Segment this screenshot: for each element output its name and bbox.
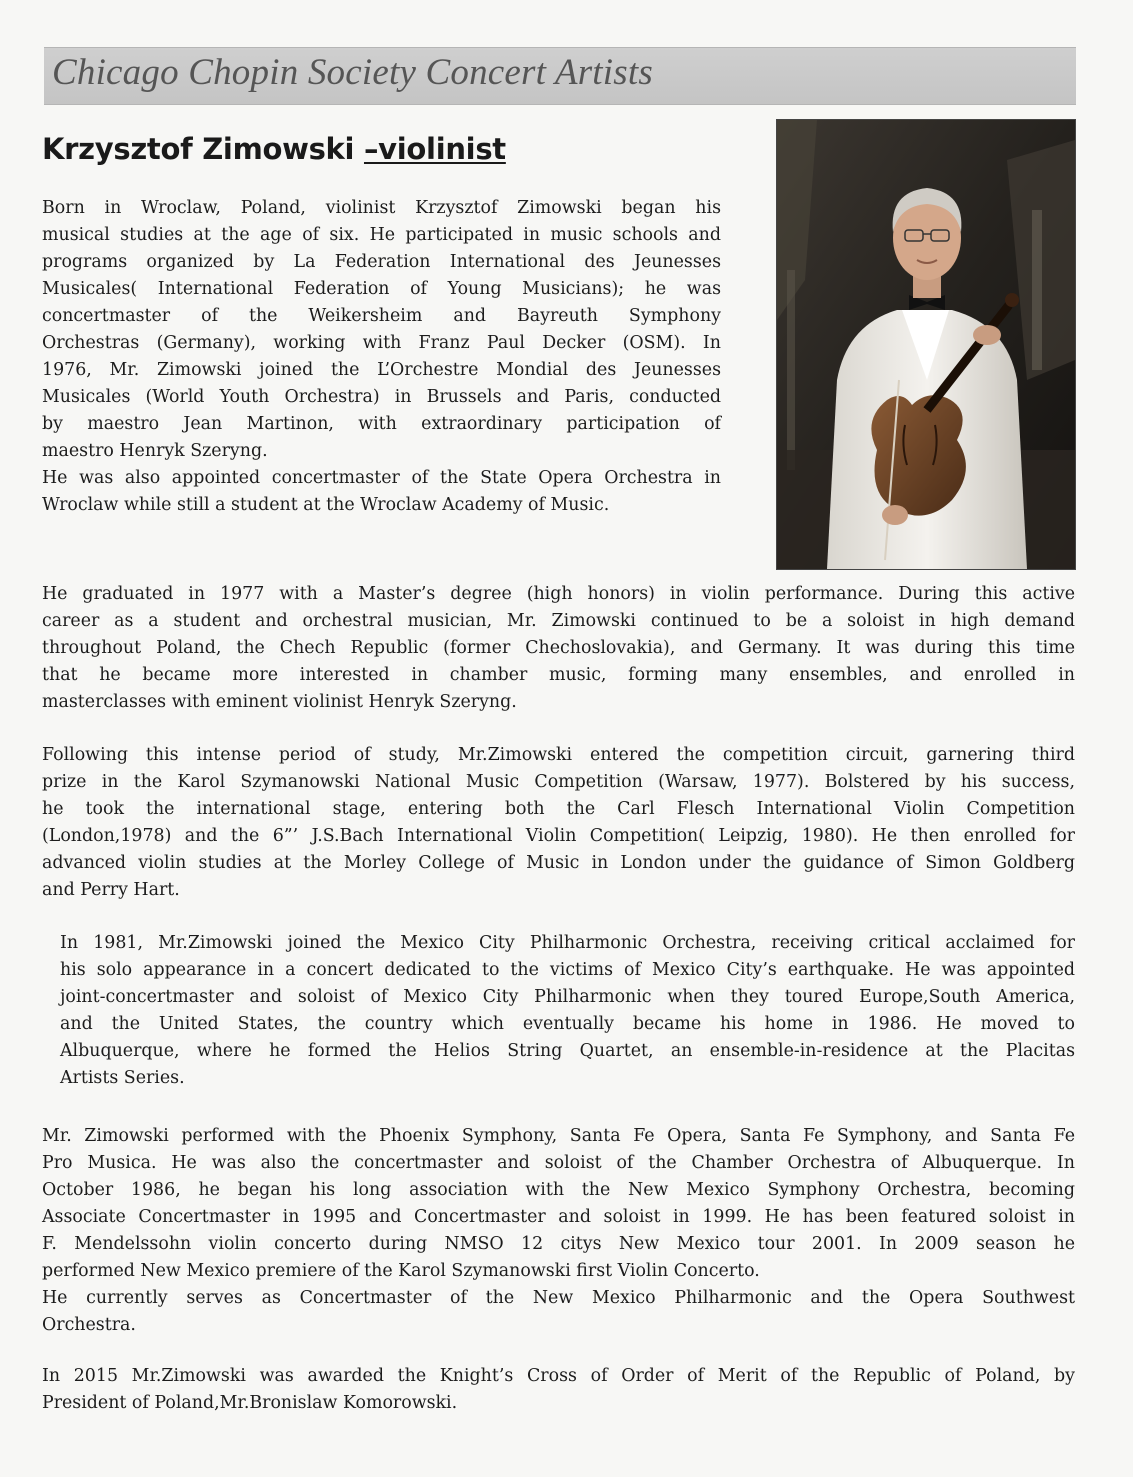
text-line: career as a student and orchestral musician, Mr. Zimowski continued to be a soloist in high demand bbox=[42, 611, 1075, 631]
text-line: advanced violin studies at the Morley College of Music in London under the guidance of Simon Goldberg bbox=[42, 853, 1075, 873]
text-line: President of Poland,Mr.Bronislaw Komorowski. bbox=[42, 1393, 458, 1413]
text-line: concertmaster of the Weikersheim and Bayreuth Symphony bbox=[42, 306, 721, 326]
text-line: and the United States, the country which eventually became his home in 1986. He moved to bbox=[60, 1014, 1075, 1034]
text-line: Albuquerque, where he formed the Helios String Quartet, an ensemble-in-residence at the Placitas bbox=[60, 1041, 1075, 1061]
text-line: He graduated in 1977 with a Master’s degree (high honors) in violin performance. During this active bbox=[42, 584, 1075, 604]
text-line: Musicales (World Youth Orchestra) in Brussels and Paris, conducted bbox=[42, 387, 721, 407]
text-line: masterclasses with eminent violinist Henryk Szeryng. bbox=[42, 692, 517, 712]
banner-title: Chicago Chopin Society Concert Artists bbox=[52, 52, 653, 93]
text-line: maestro Henryk Szeryng. bbox=[42, 441, 268, 461]
text-line: In 2015 Mr.Zimowski was awarded the Knight’s Cross of Order of Merit of the Republic of Poland, by bbox=[42, 1366, 1075, 1386]
artist-photo bbox=[776, 119, 1076, 570]
text-line: He was also appointed concertmaster of the State Opera Orchestra in bbox=[42, 468, 721, 488]
biography-paragraph-6 bbox=[42, 1363, 1075, 1417]
biography-paragraph-2 bbox=[42, 581, 1075, 716]
text-line: Mr. Zimowski performed with the Phoenix Symphony, Santa Fe Opera, Santa Fe Symphony, and Santa Fe bbox=[42, 1126, 1075, 1146]
biography-paragraph-1 bbox=[42, 195, 721, 519]
text-line: Associate Concertmaster in 1995 and Concertmaster and soloist in 1999. He has been featured soloist in bbox=[42, 1207, 1075, 1227]
header-banner bbox=[44, 47, 1076, 105]
text-line: programs organized by La Federation International des Jeunesses bbox=[42, 252, 721, 272]
text-line: In 1981, Mr.Zimowski joined the Mexico City Philharmonic Orchestra, receiving critical acclaimed for bbox=[60, 933, 1075, 953]
artist-role: –violinist bbox=[363, 132, 506, 166]
artist-headline bbox=[42, 132, 506, 166]
artist-name: Krzysztof Zimowski bbox=[42, 132, 364, 166]
text-line: his solo appearance in a concert dedicated to the victims of Mexico City’s earthquake. He was appointed bbox=[60, 960, 1075, 980]
text-line: performed New Mexico premiere of the Karol Szymanowski first Violin Concerto. bbox=[42, 1261, 760, 1281]
text-line: he took the international stage, entering both the Carl Flesch International Violin Competition bbox=[42, 799, 1075, 819]
text-line: that he became more interested in chamber music, forming many ensembles, and enrolled in bbox=[42, 665, 1075, 685]
text-line: prize in the Karol Szymanowski National Music Competition (Warsaw, 1977). Bolstered by his success, bbox=[42, 772, 1075, 792]
text-line: Following this intense period of study, Mr.Zimowski entered the competition circuit, garnering third bbox=[42, 745, 1075, 765]
text-line: Artists Series. bbox=[60, 1068, 185, 1088]
artist-photo-illustration bbox=[777, 120, 1075, 569]
text-line: Musicales( International Federation of Young Musicians); he was bbox=[42, 279, 721, 299]
text-line: Orchestras (Germany), working with Franz Paul Decker (OSM). In bbox=[42, 333, 721, 353]
biography-paragraph-5 bbox=[42, 1123, 1075, 1339]
text-line: and Perry Hart. bbox=[42, 880, 180, 900]
text-line: Pro Musica. He was also the concertmaster and soloist of the Chamber Orchestra of Albuquerque. In bbox=[42, 1153, 1075, 1173]
biography-paragraph-3 bbox=[42, 742, 1075, 904]
text-line: He currently serves as Concertmaster of the New Mexico Philharmonic and the Opera Southwest bbox=[42, 1288, 1075, 1308]
text-line: (London,1978) and the 6”’ J.S.Bach International Violin Competition( Leipzig, 1980). He then enrolled for bbox=[42, 826, 1075, 846]
biography-paragraph-4 bbox=[42, 930, 1075, 1092]
text-line: F. Mendelssohn violin concerto during NMSO 12 citys New Mexico tour 2001. In 2009 season he bbox=[42, 1234, 1075, 1254]
text-line: Born in Wroclaw, Poland, violinist Krzysztof Zimowski began his bbox=[42, 198, 721, 218]
text-line: by maestro Jean Martinon, with extraordinary participation of bbox=[42, 414, 721, 434]
text-line: throughout Poland, the Chech Republic (former Chechoslovakia), and Germany. It was during this time bbox=[42, 638, 1075, 658]
text-line: Wroclaw while still a student at the Wroclaw Academy of Music. bbox=[42, 495, 610, 515]
text-line: October 1986, he began his long association with the New Mexico Symphony Orchestra, becoming bbox=[42, 1180, 1075, 1200]
text-line: Orchestra. bbox=[42, 1315, 136, 1335]
text-line: joint-concertmaster and soloist of Mexico City Philharmonic when they toured Europe,South America, bbox=[60, 987, 1075, 1007]
text-line: musical studies at the age of six. He participated in music schools and bbox=[42, 225, 721, 245]
text-line: 1976, Mr. Zimowski joined the L’Orchestre Mondial des Jeunesses bbox=[42, 360, 721, 380]
